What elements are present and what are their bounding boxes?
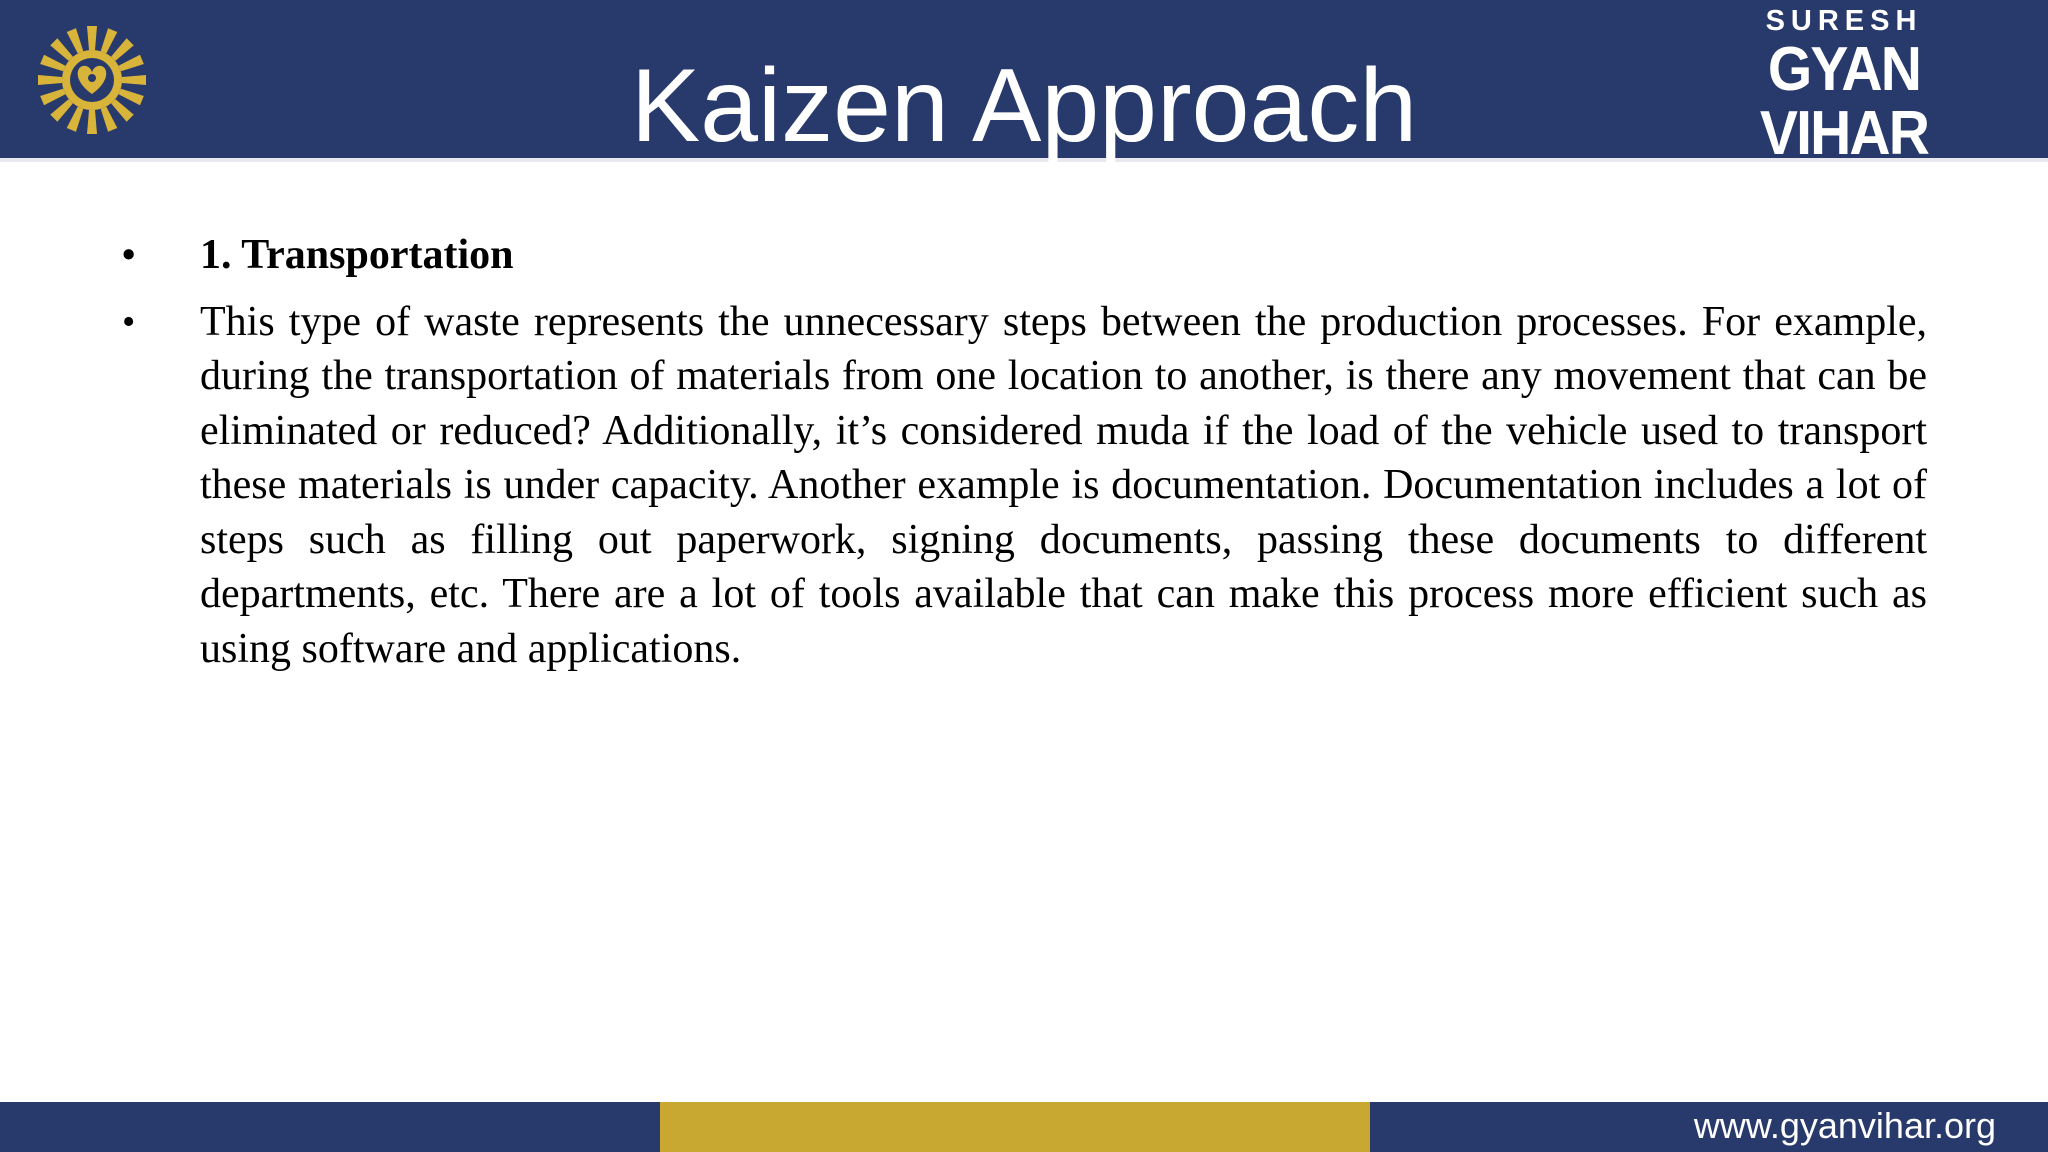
- logo-accreditation-text: Accredited by NAAC with 'A' Grade: [1693, 203, 1995, 223]
- university-logo: [1672, 4, 2016, 223]
- slide-title: Kaizen Approach: [630, 48, 1418, 164]
- logo-top-text: SURESH: [1765, 5, 1923, 37]
- bullet-item: [112, 295, 1927, 677]
- bullet-marker: •: [122, 300, 136, 343]
- logo-university-text: UNIVERSITY: [1680, 168, 2008, 198]
- bullet-heading-text: 1. Transportation: [200, 232, 514, 278]
- slide-content: [112, 228, 1927, 676]
- bullet-body-text: This type of waste represents the unnecessary steps between the production processes. For example, during the transportation of materials from one location to another, is there any movement that can be eliminated or reduced? Additionally, it’s considered muda if the load of the vehicle used to transport these materials is under capacity. Another example is documentation. Documentation includes a lot of steps such as filling out paperwork, signing documents, passing these documents to different departments, etc. There are a lot of tools available that can make this process more efficient such as using software and applications.: [200, 298, 1927, 672]
- logo-main-text: GYAN VIHAR: [1759, 35, 1929, 168]
- bullet-marker: •: [122, 234, 136, 276]
- footer-accent-band: [660, 1102, 1370, 1152]
- bullet-item: [112, 228, 1927, 283]
- footer-website-url: www.gyanvihar.org: [1693, 1105, 1996, 1146]
